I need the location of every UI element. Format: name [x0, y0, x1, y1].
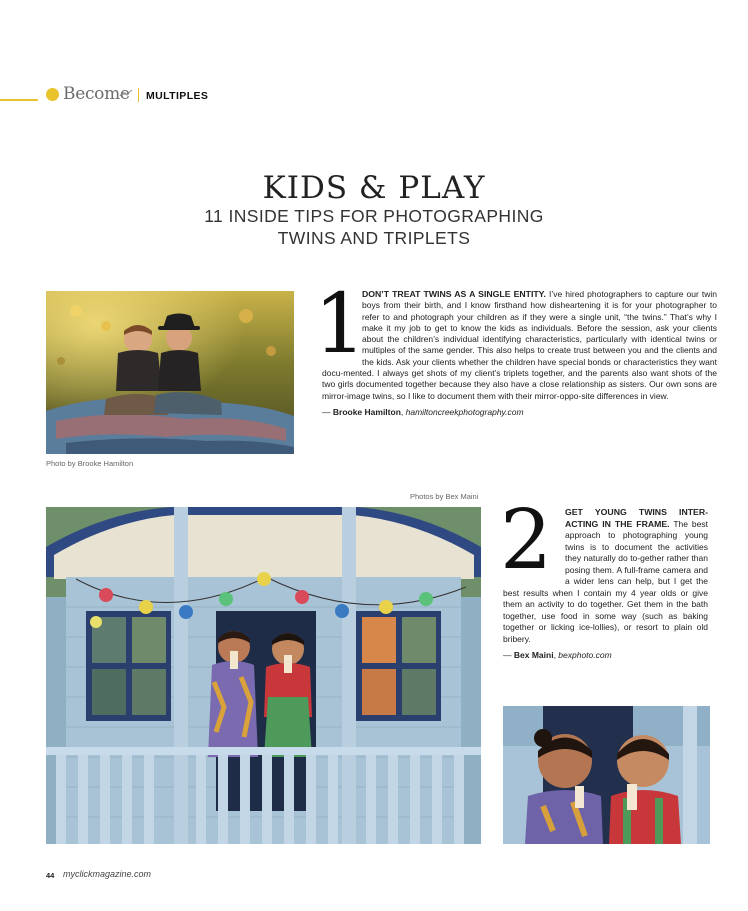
swoosh-icon	[119, 88, 133, 98]
tip1-body: I’ve hired photographers to capture our twin boys from their birth, and I know firsthand how disheartening it is for your photographer to refer to and photograph your children as if they were a single unit, “the twins.” That’s why I make it my job to get to know the kids as individuals. Before the session, ask your clients about the children’s individual identifying characteristics, particularly with identical twins or multiples of the same gender. This also helps to create trust between you and the clients and the kids. Ask your clients whether the children have special bonds or characteristics they want docu-mented. I always get shots of my client’s triplets together, and the parents also want shots of the two girls documented together because they also have a close relationship as sisters. Our own sons are mirror-image twins, so I like to document them with their mirror-oppo-site differences in view.	[322, 289, 718, 401]
tip2-website: bexphoto.com	[558, 650, 612, 660]
article-title: KIDS & PLAY	[262, 170, 486, 206]
photo-boys-on-blanket	[46, 291, 294, 454]
tip1-number: 1	[314, 277, 367, 372]
page-number: 44	[46, 871, 55, 880]
header-separator	[138, 88, 139, 102]
tip2-body: The best approach to photographing young twins is to document the activities they naturally do to-gether rather than posing them. A full-frame camera and a wider lens can help, but I get the best results when I contain my 4 year olds or give them an activity to do together. Get them in the bath together, use food in some way (such as baking together or licking ice-lollies), or resort to plain old bribery.	[503, 518, 708, 644]
tip1-author: Brooke Hamilton	[332, 406, 401, 417]
header-accent-line	[0, 99, 38, 101]
article-subtitle-line1: 11 INSIDE TIPS FOR PHOTOGRAPHING	[204, 206, 544, 226]
photo2-caption: Photos by Bex Maini	[410, 492, 479, 501]
tip2-signature: — Bex Maini, bexphoto.com	[503, 650, 612, 660]
photo-twins-ice-lollies	[503, 706, 710, 844]
header-brand: Become	[63, 84, 130, 104]
footer-website: myclickmagazine.com	[63, 869, 152, 879]
tip2-number: 2	[500, 493, 553, 588]
tip2-float-spacer	[503, 507, 565, 577]
tip1-lead: DON’T TREAT TWINS AS A SINGLE ENTITY.	[362, 289, 546, 299]
tip2-lead: GET YOUNG TWINS INTER-ACTING IN THE FRAME.	[565, 507, 708, 529]
header-section-label: MULTIPLES	[146, 90, 209, 102]
article-subtitle-line2: TWINS AND TRIPLETS	[277, 228, 471, 248]
tip1-website: hamiltoncreekphotography.com	[405, 406, 524, 417]
tip1-signature: — Brooke Hamilton, hamiltoncreekphotography.com	[322, 406, 524, 417]
tip2-text	[503, 507, 708, 662]
photo-twins-playhouse	[46, 507, 481, 844]
tip1-float-spacer	[322, 289, 362, 359]
tip2-author: Bex Maini	[513, 650, 554, 660]
header-accent-dot	[46, 88, 59, 101]
tip1-text	[322, 289, 717, 418]
photo1-caption: Photo by Brooke Hamilton	[46, 459, 134, 468]
